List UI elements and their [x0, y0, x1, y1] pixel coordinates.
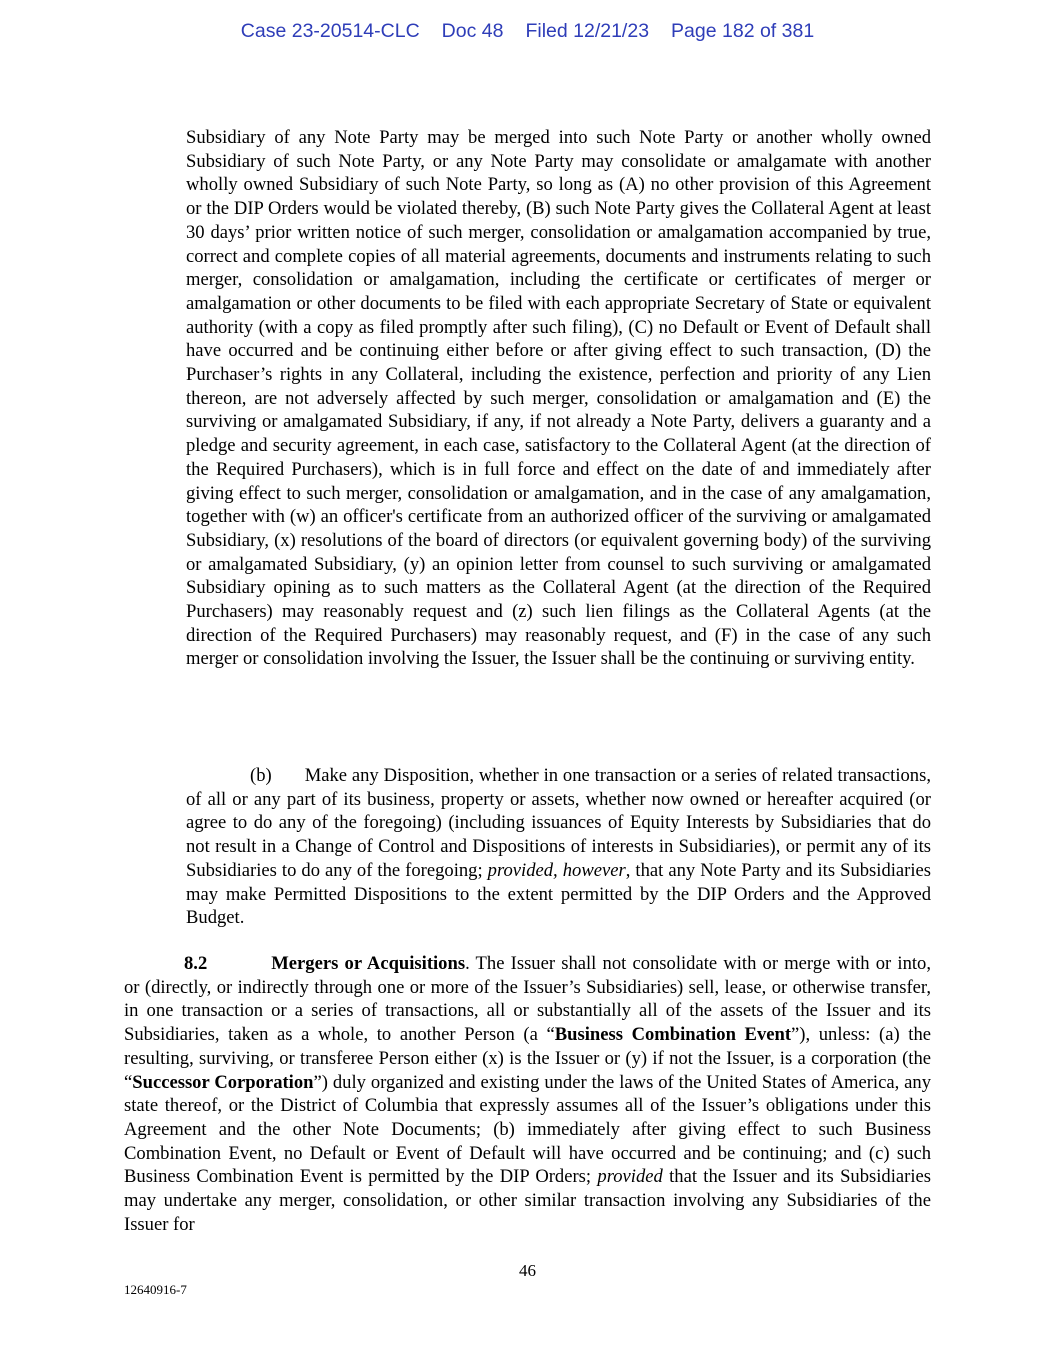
case-header [0, 20, 1055, 43]
section-text-b: ”), unless: (a) the resulting, surviving, or transferee Person either (x) is the Issuer or (y) if not the Issuer, is a corporation (the “ [124, 1024, 931, 1093]
section-number: 8.2 [184, 953, 208, 974]
defined-term-business-combination: Business Combination Event [554, 1024, 792, 1046]
page-of-total: Page 182 of 381 [671, 20, 815, 42]
section-text-c: ”) duly organized and existing under the laws of the United States of America, any state thereof, or the District of Columbia that expressly assumes all of the Issuer’s obligations under this Agreement and the other Note Documents; (b) immediately after giving effect to such Business Combination Event, no Default or Event of Default will have occurred and be continuing; and (c) such Business Combination Event is permitted by the DIP Orders; [124, 1071, 932, 1188]
document-id: 12640916-7 [124, 1282, 187, 1297]
page-number: 46 [519, 1261, 536, 1280]
clause-label: (b) [250, 765, 272, 786]
disposition-paragraph [186, 764, 931, 930]
doc-number: Doc 48 [441, 20, 504, 42]
disposition-text-b: , that any Note Party and its Subsidiaries may make Permitted Dispositions to the extent permitted by the DIP Orders and the Approved Budget. [186, 859, 932, 929]
proviso-italic: provided, however [487, 859, 626, 881]
section-title: Mergers or Acquisitions [271, 953, 466, 974]
disposition-text-a: Make any Disposition, whether in one transaction or a series of related transactions, of all or any part of its business, property or assets, whether now owned or hereafter acquired (or agree to do any of the foregoing) (including issuances of Equity Interests by Subsidiaries that do not result in a Change of Control and Dispositions of interests in Subsidiaries), or permit any of its Subsidiaries to do any of the foregoing; [186, 765, 931, 881]
section-text-d: that the Issuer and its Subsidiaries may undertake any merger, consolidation, or other similar transaction involving any Subsidiaries of the Issuer for [124, 1166, 931, 1235]
proviso-italic: provided [597, 1166, 663, 1188]
defined-term-successor: Successor Corporation [132, 1071, 314, 1093]
merger-paragraph: Subsidiary of any Note Party may be merged into such Note Party or another wholly owned Subsidiary of such Note Party, or any Note Party may consolidate or amalgamate with another wholly owned Subsidiary of such Note Party, so long as (A) no other provision of this Agreement or the DIP Orders would be violated thereby, (B) such Note Party gives the Collateral Agent at least 30 days’ prior written notice of such merger, consolidation or amalgamation accompanied by true, correct and complete copies of all material agreements, documents and instruments relating to such merger, consolidation or amalgamation, including the certificate or certificates of merger or amalgamation or other documents to be filed with each appropriate Secretary of State or equivalent authority (with a copy as filed promptly after such filing), (C) no Default or Event of Default shall have occurred and be continuing either before or after giving effect to such transaction, (D) the Purchaser’s rights in any Collateral, including the existence, perfection and priority of any Lien thereon, are not adversely affected by such merger, consolidation or amalgamation and (E) the surviving or amalgamated Subsidiary, if any, if not already a Note Party, delivers a guaranty and a pledge and security agreement, in each case, satisfactory to the Collateral Agent (at the direction of the Required Purchasers), which is in full force and effect on the date of and immediately after giving effect to such merger, consolidation or amalgamation, and in the case of any amalgamation, together with (w) an officer's certificate from an authorized officer of the surviving or amalgamated Subsidiary, (x) resolutions of the board of directors (or equivalent governing body) of the surviving or amalgamated Subsidiary, (y) an opinion letter from counsel to such surviving or amalgamated Subsidiary opining as to such matters as the Collateral Agent (at the direction of the Required Purchasers) may reasonably request and (z) such lien filings as the Collateral Agents (at the direction of the Required Purchasers) may reasonably request, and (F) in the case of any such merger or consolidation involving the Issuer, the Issuer shall be the continuing or surviving entity. [186, 127, 931, 670]
section-text-a: . The Issuer shall not consolidate with or merge with or into, or (directly, or indirectly through one or more of the Issuer’s Subsidiaries) sell, lease, or otherwise transfer, in one transaction or a series of transactions, all or substantially all of the assets of the Issuer and its Subsidiaries, taken as a whole, to another Person (a “ [124, 953, 931, 1046]
section-8-2 [124, 952, 931, 1236]
filed-date: Filed 12/21/23 [525, 20, 650, 42]
case-number: Case 23-20514-CLC [240, 20, 420, 42]
